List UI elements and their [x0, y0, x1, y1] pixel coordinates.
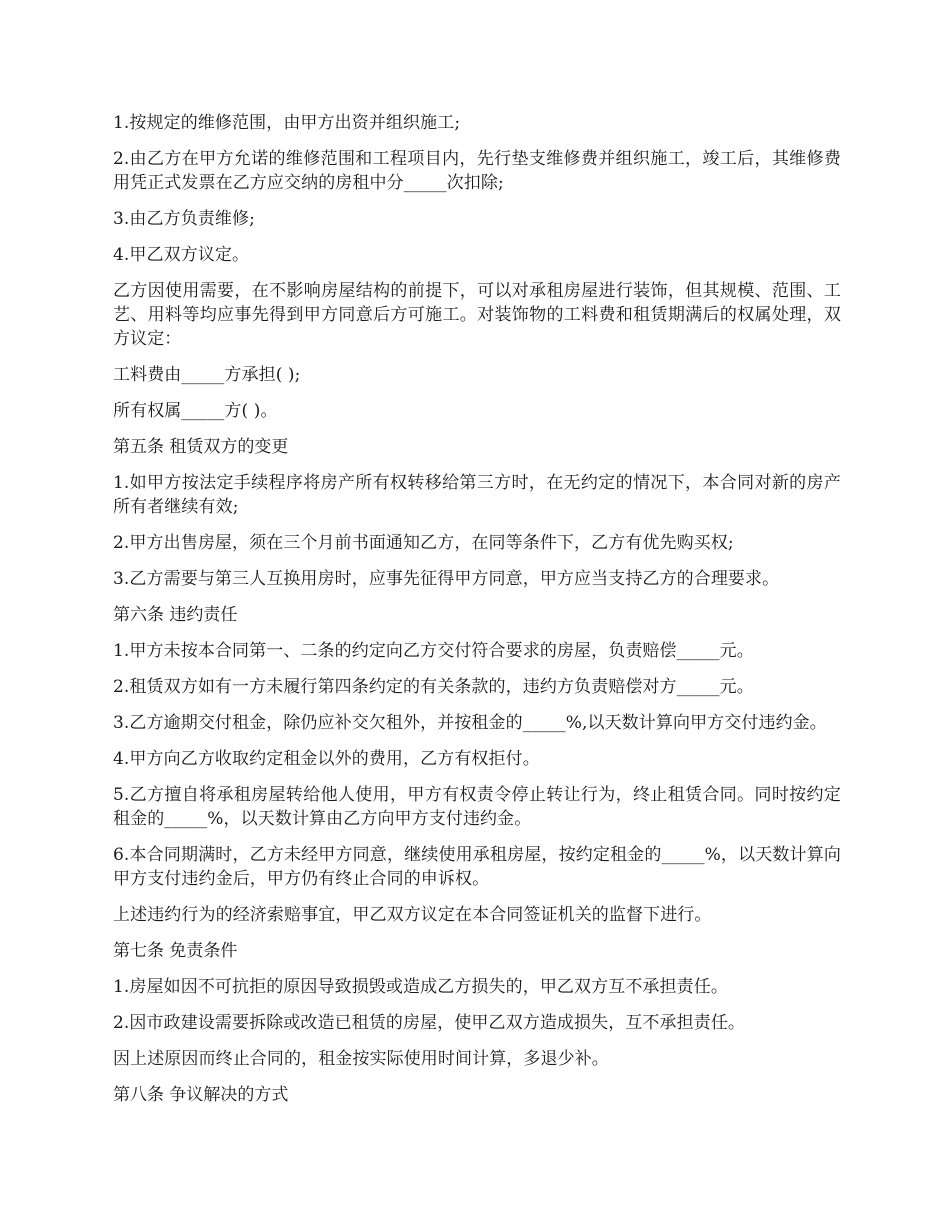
section-heading: 第六条 违约责任 [113, 605, 238, 625]
body-paragraph: 所有权属_____方( )。 [113, 401, 278, 421]
clause-item: 5.乙方擅自将承租房屋转给他人使用，甲方有权责令停止转让行为，终止租赁合同。同时按约定租金的_____%，以天数计算由乙方向甲方支付违约金。 [113, 785, 841, 829]
clause-item: 2.由乙方在甲方允诺的维修范围和工程项目内，先行垫支维修费并组织施工，竣工后，其维修费用凭正式发票在乙方应交纳的房租中分_____次扣除; [113, 149, 841, 193]
clause-item: 1.甲方未按本合同第一、二条的约定向乙方交付符合要求的房屋，负责赔偿_____元。 [113, 641, 754, 661]
body-paragraph: 乙方因使用需要，在不影响房屋结构的前提下，可以对承租房屋进行装饰，但其规模、范围、工艺、用料等均应事先得到甲方同意后方可施工。对装饰物的工料费和租赁期满后的权属处理，双方议定： [113, 281, 841, 349]
clause-item: 3.乙方逾期交付租金，除仍应补交欠租外，并按租金的_____%,以天数计算向甲方交付违约金。 [113, 713, 827, 733]
clause-item: 3.由乙方负责维修; [113, 209, 255, 229]
clause-item: 4.甲乙双方议定。 [113, 245, 250, 265]
section-heading: 第八条 争议解决的方式 [113, 1085, 289, 1105]
clause-item: 2.租赁双方如有一方未履行第四条约定的有关条款的，违约方负责赔偿对方_____元。 [113, 677, 754, 697]
clause-item: 3.乙方需要与第三人互换用房时，应事先征得甲方同意，甲方应当支持乙方的合理要求。 [113, 569, 780, 589]
section-heading: 第七条 免责条件 [113, 941, 238, 961]
clause-item: 1.按规定的维修范围，由甲方出资并组织施工; [113, 113, 461, 133]
body-paragraph: 工料费由_____方承担( ); [113, 365, 301, 385]
section-heading: 第五条 租赁双方的变更 [113, 437, 289, 457]
clause-item: 6.本合同期满时，乙方未经甲方同意，继续使用承租房屋，按约定租金的_____%，以天数计算向甲方支付违约金后，甲方仍有终止合同的申诉权。 [113, 845, 841, 889]
body-paragraph: 因上述原因而终止合同的，租金按实际使用时间计算，多退少补。 [113, 1049, 609, 1069]
clause-item: 1.如甲方按法定手续程序将房产所有权转移给第三方时，在无约定的情况下，本合同对新的房产所有者继续有效; [113, 473, 841, 517]
document-body [113, 111, 841, 1119]
body-paragraph: 上述违约行为的经济索赔事宜，甲乙双方议定在本合同签证机关的监督下进行。 [113, 905, 712, 925]
clause-item: 2.因市政建设需要拆除或改造已租赁的房屋，使甲乙双方造成损失，互不承担责任。 [113, 1013, 746, 1033]
clause-item: 2.甲方出售房屋，须在三个月前书面通知乙方，在同等条件下，乙方有优先购买权; [113, 533, 734, 553]
clause-item: 1.房屋如因不可抗拒的原因导致损毁或造成乙方损失的，甲乙双方互不承担责任。 [113, 977, 728, 997]
clause-item: 4.甲方向乙方收取约定租金以外的费用，乙方有权拒付。 [113, 749, 540, 769]
